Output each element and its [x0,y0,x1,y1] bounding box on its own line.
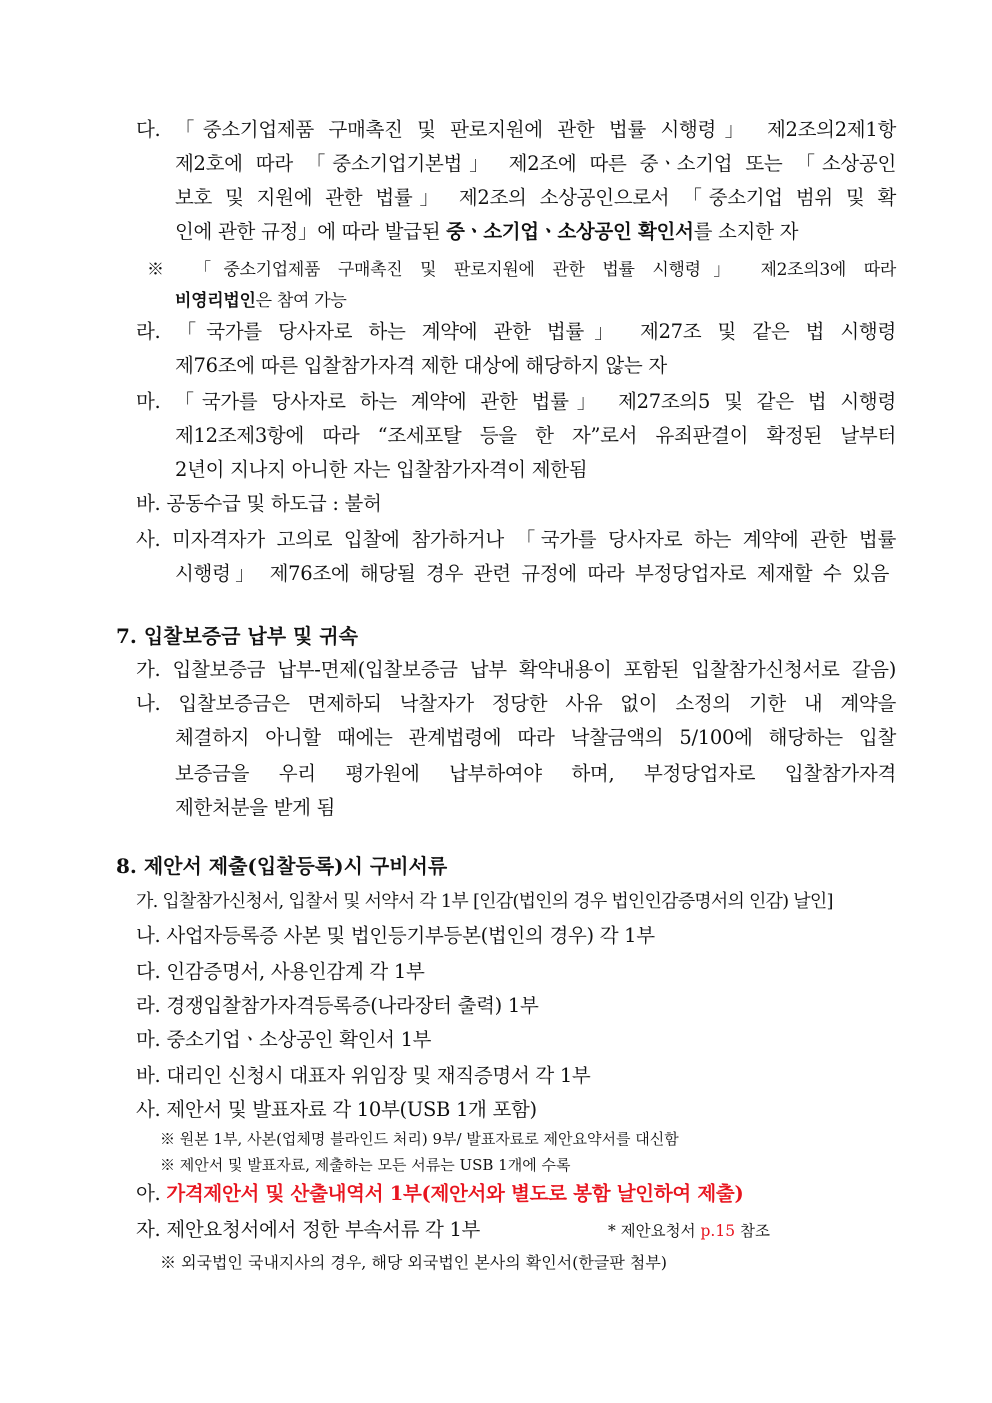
note-nonprofit-post: 은 참여 가능 [255,291,347,311]
item-ma-line2: 제12조제3항에 따라 “조세포탈 등을 한 자”로서 유죄판결이 확정된 날부터 [175,424,896,447]
note-nonprofit-bold: 비영리법인 [175,291,256,311]
s8-item-ja-ref [608,1220,770,1242]
item-ra-line1: 라. 「국가를 당사자로 하는 계약에 관한 법률」 제27조 및 같은 법 시행령 [136,320,896,343]
item-da-line1: 다. 「중소기업제품 구매촉진 및 판로지원에 관한 법률 시행령」 제2조의2제1항 [136,118,896,141]
s8-item-ma: 마. 중소기업ㆍ소상공인 확인서 1부 [136,1028,432,1051]
item-ra-line2: 제76조에 따른 입찰참가자격 제한 대상에 해당하지 않는 자 [175,354,667,377]
item-da-line2: 제2호에 따라 「중소기업기본법」 제2조에 따른 중ㆍ소기업 또는 「소상공인 [175,152,896,175]
s8-item-ja-ref-page: p.15 [700,1222,736,1240]
item-da-line4 [175,218,798,246]
item-sa-line2: 시행령」 제76조에 해당될 경우 관련 규정에 따라 부정당업자로 제재할 수 있음 [175,562,889,585]
item-da-line3: 보호 및 지원에 관한 법률」 제2조의 소상공인으로서 「중소기업 범위 및 확 [175,186,896,209]
s8-item-na: 나. 사업자등록증 사본 및 법인등기부등본(법인의 경우) 각 1부 [136,924,655,947]
s7-item-na-line1: 나. 입찰보증금은 면제하되 낙찰자가 정당한 사유 없이 소정의 기한 내 계약을 [136,692,896,715]
s8-item-ga: 가. 입찰참가신청서, 입찰서 및 서약서 각 1부 [인감(법인의 경우 법인인감증명서의 인감) 날인] [136,891,833,912]
s7-item-na-line3: 보증금을 우리 평가원에 납부하여야 하며, 부정당업자로 입찰참가자격 [175,762,896,785]
s8-item-ra: 라. 경쟁입찰참가자격등록증(나라장터 출력) 1부 [136,994,539,1017]
item-ba: 바. 공동수급 및 하도급 : 불허 [136,492,382,515]
s8-item-da: 다. 인감증명서, 사용인감계 각 1부 [136,960,425,983]
section8-heading: 8. 제안서 제출(입찰등록)시 구비서류 [116,854,448,878]
s8-item-ja: 자. 제안요청서에서 정한 부속서류 각 1부 [136,1218,481,1241]
item-ma-line1: 마. 「국가를 당사자로 하는 계약에 관한 법률」 제27조의5 및 같은 법 시행령 [136,390,896,413]
item-da-line4-post: 를 소지한 자 [693,220,799,243]
item-sa-line1: 사. 미자격자가 고의로 입찰에 참가하거나 「국가를 당사자로 하는 계약에 관한 법률 [136,528,896,551]
s8-note1: ※ 원본 1부, 사본(업체명 블라인드 처리) 9부/ 발표자료로 제안요약서를 대신함 [160,1130,679,1148]
s8-note2: ※ 제안서 및 발표자료, 제출하는 모든 서류는 USB 1개에 수록 [160,1156,571,1174]
s7-item-na-line2: 체결하지 아니할 때에는 관계법령에 따라 낙찰금액의 5/100에 해당하는 입찰 [175,726,896,749]
s8-item-ba: 바. 대리인 신청시 대표자 위임장 및 재직증명서 각 1부 [136,1064,591,1087]
item-da-line4-bold: 중ㆍ소기업ㆍ소상공인 확인서 [446,220,694,243]
s8-note3: ※ 외국법인 국내지사의 경우, 해당 외국법인 본사의 확인서(한글판 첨부) [160,1253,668,1272]
note-nonprofit-line1: ※ 「중소기업제품 구매촉진 및 판로지원에 관한 법률 시행령」 제2조의3에 따라 [147,260,896,280]
s8-item-ja-ref-pre: * 제안요청서 [608,1222,701,1240]
s8-item-sa: 사. 제안서 및 발표자료 각 10부(USB 1개 포함) [136,1098,537,1121]
item-ma-line3: 2년이 지나지 아니한 자는 입찰참가자격이 제한됨 [175,458,588,481]
section7-heading: 7. 입찰보증금 납부 및 귀속 [116,624,358,648]
s8-item-ja-ref-post: 참조 [735,1222,770,1240]
note-nonprofit-line2 [175,287,346,315]
s8-item-a [136,1180,743,1208]
item-da-line4-pre: 인에 관한 규정」에 따라 발급된 [175,220,447,243]
s8-item-a-red: 가격제안서 및 산출내역서 1부(제안서와 별도로 봉함 날인하여 제출) [166,1182,744,1205]
s8-item-a-prefix: 아. [136,1182,167,1205]
s7-item-ga: 가. 입찰보증금 납부-면제(입찰보증금 납부 확약내용이 포함된 입찰참가신청서로 갈음) [136,658,896,681]
s7-item-na-line4: 제한처분을 받게 됨 [175,796,336,819]
